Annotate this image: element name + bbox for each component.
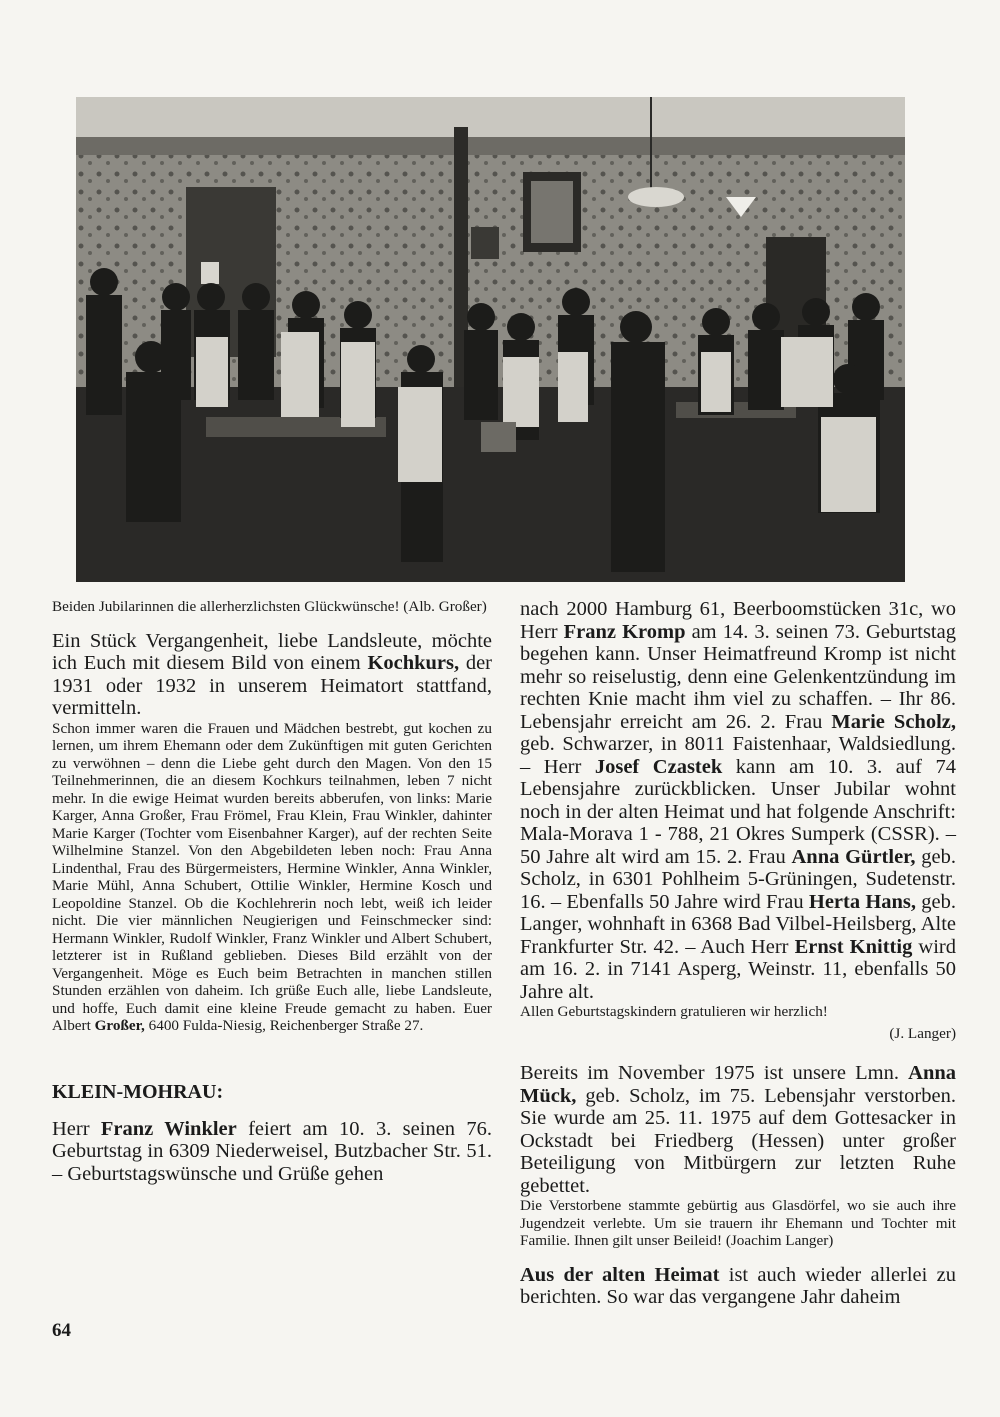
intro-paragraph: Ein Stück Vergangenheit, liebe Landsleute, möchte ich Euch mit diesem Bild von einem Kochkurs, der 1931 oder 1932 in unserem Heimatort stattfand, vermitteln. [52,629,492,719]
signature-langer: (J. Langer) [889,1024,956,1042]
page-number: 64 [52,1320,71,1341]
greeting-line: Allen Geburtstagskindern gratulieren wir herzlich! [520,1003,828,1020]
birthdays-paragraph: nach 2000 Hamburg 61, Beerboomstücken 31c, wo Herr Franz Kromp am 14. 3. seinen 73. Geburtstag begehen kann. Unser Heimatfreund Kromp ist nicht mehr so reiselustig, denn eine Gelenkentzündung im rechten Knie macht ihm viel zu schaffen. – Ihr 86. Lebensjahr erreicht am 26. 2. Frau Marie Scholz, geb. Schwarzer, in 8011 Faistenhaar, Waldsiedlung. – Herr Josef Czastek kann am 10. 3. auf 74 Lebensjahre zurückblicken. Unser Jubilar wohnt noch in der alten Heimat und hat folgende Anschrift: Mala-Morava 1 - 788, 21 Okres Sumperk (CSSR). – 50 Jahre alt wird am 15. 2. Frau Anna Gürtler, geb. Scholz, in 6301 Pohlheim 5-Grüningen, Sudetenstr. 16. – Ebenfalls 50 Jahre wird Frau Herta Hans, geb. Langer, wohnhaft in 6368 Bad Vilbel-Heilsberg, Alte Frankfurter Str. 42. – Auch Herr Ernst Knittig wird am 16. 2. in 7141 Asperg, Weinstr. 11, ebenfalls 50 Jahre alt. [520,598,957,1003]
obituary-paragraph: Bereits im November 1975 ist unsere Lmn. Anna Mück, geb. Scholz, im 75. Lebensjahr verstorben. Sie wurde am 25. 11. 1975 auf dem Gottesacker in Ockstadt bei Friedberg (Hessen) unter großer Beteiligung von Mitbürgern zur letzten Ruhe gebettet. [520,1062,956,1197]
cooking-course-paragraph: Schon immer waren die Frauen und Mädchen bestrebt, gut kochen zu lernen, um ihrem Ehemann oder dem Zukünftigen mit guten Gerichten zu verwöhnen – denn die Liebe geht durch den Magen. Von den 15 Teilnehmerinnen, die an diesem Kochkurs teilnahmen, leben 7 nicht mehr. In die ewige Heimat wurden bereits abberufen, von links: Marie Karger, Anna Großer, Frau Frömel, Frau Klein, Frau Winkler, dahinter Marie Karger (Tochter vom Eisenbahner Karger), auf der rechten Seite Wilhelmine Stanzel. Von den Abgebildeten leben noch: Frau Anna Lindenthal, Frau des Bürgermeisters, Hermine Winkler, Anna Winkler, Marie Mühl, Anna Schubert, Ottilie Winkler, Hermine Kosch und Leopoldine Stanzel. Ob die Kochlehrerin noch lebt, weiß ich leider nicht. Die vier männlichen Neugierigen und Feinschmecker sind: Hermann Winkler, Rudolf Winkler, Franz Winkler und Albert Schubert, letzterer ist in Rußland geblieben. Dieses Bild erzählt von der Vergangenheit. Möge es Euch beim Betrachten in manchen stillen Stunden erzählen von daheim. Ich grüße Euch alle, liebe Landsleute, und hoffe, Euch damit eine kleine Freude gemacht zu haben. Euer Albert Großer, 6400 Fulda-Niesig, Reichenberger Straße 27. [52,719,492,1034]
homeland-news-paragraph: Aus der alten Heimat ist auch wieder allerlei zu berichten. So war das vergangene Jahr daheim [520,1263,956,1308]
caption-continuation: Beiden Jubilarinnen die allerherzlichsten Glückwünsche! (Alb. Großer) [52,598,487,615]
right-column [520,598,956,1309]
left-column [52,598,492,1185]
obituary-detail: Die Verstorbene stammte gebürtig aus Glasdörfel, wo sie auch ihre Jugendzeit verlebte. Um sie trauern ihr Ehemann und Tochter mit Familie. Ihnen gilt unser Beileid! (Joachim Langer) [520,1197,956,1249]
section-heading: KLEIN-MOHRAU: [52,1080,224,1103]
photo-icon [76,97,905,582]
klein-mohrau-paragraph: Herr Franz Winkler feiert am 10. 3. seinen 76. Geburtstag in 6309 Niederweisel, Butzbacher Str. 51. – Geburtstagswünsche und Grüße gehen [52,1117,492,1185]
cooking-class-photo [76,97,905,582]
